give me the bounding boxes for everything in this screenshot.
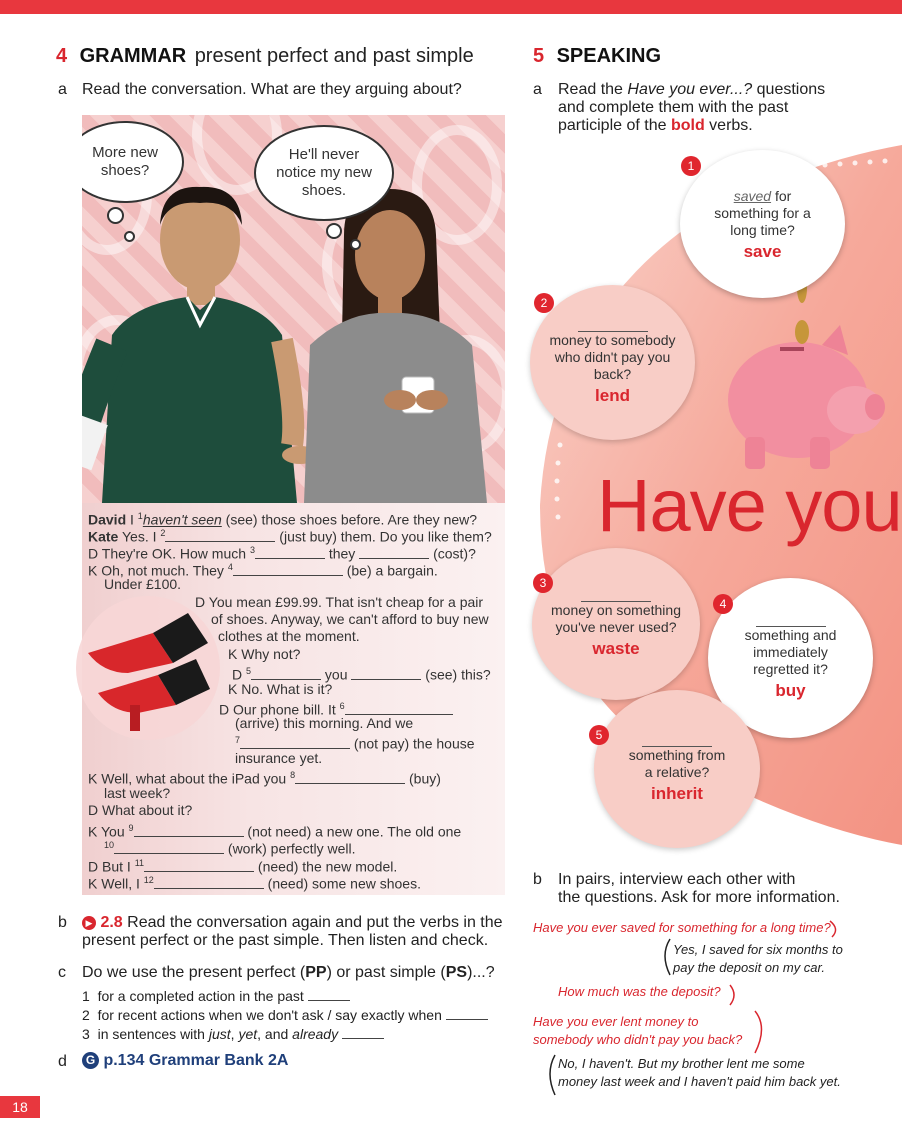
blank-5a[interactable] bbox=[251, 668, 321, 680]
dialogue-brackets bbox=[530, 915, 850, 1105]
page-number: 18 bbox=[0, 1096, 40, 1118]
exercise-b-label: b bbox=[58, 914, 67, 931]
blank-7[interactable] bbox=[240, 737, 350, 749]
blank-2[interactable] bbox=[165, 530, 275, 542]
conversation-panel: David I $^1$haven't seen (see) those shoes before. Are they new? Kate Yes. I $^2$ (just buy) them. Do you like them? D They're OK. How much $^3$ they (cost)? K Oh, not much. They $^4$ (be) a bargain. Under £100. D You mean £99.99. That isn't cheap for a pair of shoes. Anyway, we can't afford to buy new clothes at the moment. K Why not? D $^5$ you (see) this? K No. What is it? D Our phone bill. It $^6$ (arrive) this morning. And we $^7$ (not pay) the house insurance yet. K Well, what about the iPad you $^8$ (buy) last week? D What about it? K You $^9$ (not need) a new one. The old one $^{10}$ (work) perfectly well. D But I $^{11}$ (need) the new model. K Well, I $^{12}$ (need) some new shoes. bbox=[82, 503, 505, 895]
blank-6[interactable] bbox=[345, 703, 453, 715]
s5-a-text-2: and complete them with the past bbox=[558, 99, 789, 116]
blank-4[interactable] bbox=[233, 564, 343, 576]
s5-b-text-2: the questions. Ask for more information. bbox=[558, 889, 840, 906]
section4-title: GRAMMAR bbox=[79, 45, 187, 67]
circle-1-number: 1 bbox=[681, 156, 701, 176]
dialogue-a1-l2: pay the deposit on my car. bbox=[673, 960, 825, 975]
thought-bubble-right: He'll never notice my new shoes. bbox=[254, 125, 394, 221]
section4-number: 4 bbox=[56, 45, 68, 67]
question-circle-5: something from a relative? inherit bbox=[594, 690, 760, 848]
exercise-d-label: d bbox=[58, 1053, 67, 1070]
blank-12[interactable] bbox=[154, 877, 264, 889]
section4-header bbox=[56, 45, 474, 68]
s5-a-label: a bbox=[533, 81, 542, 98]
exercise-a-text: Read the conversation. What are they arguing about? bbox=[82, 81, 462, 98]
c-item-3: 3 in sentences with just, yet, and already bbox=[82, 1026, 384, 1042]
dialogue-q1: Have you ever saved for something for a long time? bbox=[533, 920, 831, 935]
blank-9[interactable] bbox=[134, 825, 244, 837]
section5-title: SPEAKING bbox=[556, 45, 662, 67]
dialogue-a1-l1: Yes, I saved for six months to bbox=[673, 942, 843, 957]
thought-bubble-left: More new shoes? bbox=[82, 121, 184, 203]
grammar-bank-icon: G bbox=[82, 1052, 99, 1069]
blank-10[interactable] bbox=[114, 842, 224, 854]
section4-subtitle: present perfect and past simple bbox=[194, 45, 474, 67]
blank-3b[interactable] bbox=[359, 547, 429, 559]
exercise-b-text: ▶ 2.8 Read the conversation again and put the verbs in the bbox=[82, 914, 503, 932]
photo-panel bbox=[82, 115, 505, 503]
top-color-bar bbox=[0, 0, 902, 14]
circle-2-number: 2 bbox=[534, 293, 554, 313]
grammar-bank-link[interactable]: G p.134 Grammar Bank 2A bbox=[82, 1052, 288, 1070]
c-item-2: 2 for recent actions when we don't ask / say exactly when bbox=[82, 1007, 488, 1023]
c-item-1: 1 for a completed action in the past bbox=[82, 988, 350, 1004]
blank-8[interactable] bbox=[295, 772, 405, 784]
blank-5b[interactable] bbox=[351, 668, 421, 680]
exercise-c-label: c bbox=[58, 964, 66, 981]
blank-11[interactable] bbox=[144, 860, 254, 872]
have-you-heading: Have you bbox=[597, 464, 902, 547]
circle-5-number: 5 bbox=[589, 725, 609, 745]
section5-number: 5 bbox=[533, 45, 545, 67]
audio-icon[interactable]: ▶ bbox=[82, 916, 96, 930]
s5-b-label: b bbox=[533, 871, 542, 888]
question-circle-4: something and immediately regretted it? buy bbox=[708, 578, 873, 738]
exercise-a-label: a bbox=[58, 81, 67, 98]
audio-track[interactable]: 2.8 bbox=[100, 914, 123, 931]
dialogue-q2: How much was the deposit? bbox=[558, 984, 721, 999]
dialogue-a3-l2: money last week and I haven't paid him back yet. bbox=[558, 1074, 841, 1089]
s5-a-text-3: participle of the bold verbs. bbox=[558, 117, 753, 134]
s5-a-text-1: Read the Have you ever...? questions bbox=[558, 81, 826, 98]
circle-3-number: 3 bbox=[533, 573, 553, 593]
question-circle-3: money on something you've never used? waste bbox=[532, 548, 700, 700]
blank-3a[interactable] bbox=[255, 547, 325, 559]
question-circle-2: money to somebody who didn't pay you back? lend bbox=[530, 285, 695, 440]
dialogue-a3-l1: No, I haven't. But my brother lent me some bbox=[558, 1056, 805, 1071]
exercise-c-question: Do we use the present perfect (PP) or past simple (PS)...? bbox=[82, 964, 495, 981]
dialogue-q3-l1: Have you ever lent money to bbox=[533, 1014, 699, 1029]
circle-4-number: 4 bbox=[713, 594, 733, 614]
question-circle-1: saved for something for a long time? save bbox=[680, 150, 845, 298]
section5-header bbox=[533, 45, 661, 68]
dialogue-q3-l2: somebody who didn't pay you back? bbox=[533, 1032, 743, 1047]
exercise-b-text-2: present perfect or the past simple. Then listen and check. bbox=[82, 932, 489, 949]
s5-b-text-1: In pairs, interview each other with bbox=[558, 871, 796, 888]
